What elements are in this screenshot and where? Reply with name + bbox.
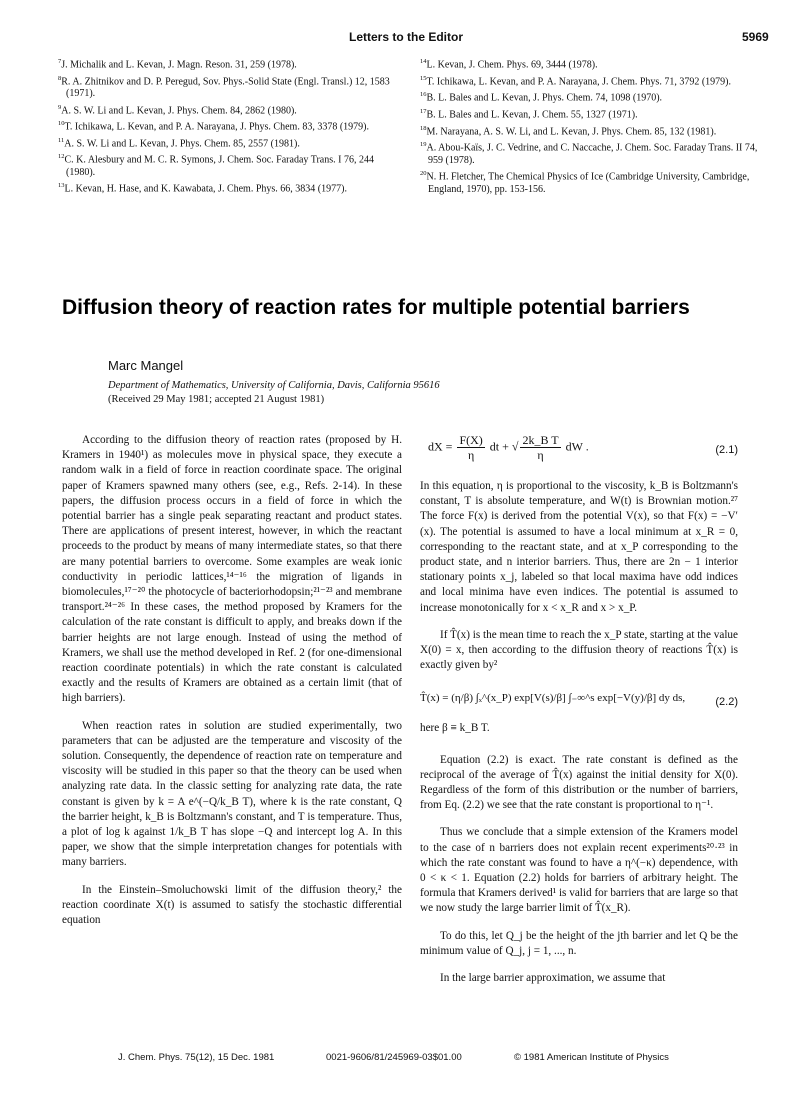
footer-copyright: © 1981 American Institute of Physics <box>514 1052 669 1063</box>
body-paragraph: In the large barrier approximation, we assume that <box>440 972 666 985</box>
reference-item: $^7$J. Michalik and L. Kevan, J. Magn. Reson. 31, 259 (1978). <box>58 58 297 71</box>
reference-list-right <box>420 56 760 197</box>
footer-article-code: 0021-9606/81/245969-03$01.00 <box>326 1052 462 1063</box>
reference-item: $^{20}$N. H. Fletcher, The Chemical Physics of Ice (Cambridge University, Cambridge, England, 1970), pp. 153-156. <box>420 170 750 195</box>
reference-item: $^{17}$B. L. Bales and L. Kevan, J. Chem. 55, 1327 (1971). <box>420 107 638 121</box>
body-column-left <box>62 433 402 940</box>
reference-item: $^{18}$M. Narayana, A. S. W. Li, and L. Kevan, J. Phys. Chem. 85, 132 (1981). <box>420 124 717 137</box>
reference-list-left <box>58 56 398 197</box>
body-paragraph: Thus we conclude that a simple extension of the Kramers model to the case of n barriers does not explain recent experiments²⁰·²³ in which the rate constant was found to have a η^(−κ) dependence, with 0 < κ < 1. Equation (2.2) holds for barriers of arbitrary height. The formula that Kramers derived¹ is valid for barriers that are large so that we now study the large barrier limit of T̂(x_R). <box>420 826 738 915</box>
article-title: Diffusion theory of reaction rates for multiple potential barriers <box>62 296 690 319</box>
reference-item: $^{10}$T. Ichikawa, L. Kevan, and P. A. Narayana, J. Phys. Chem. 83, 3378 (1979). <box>58 120 369 133</box>
received-dates: (Received 29 May 1981; accepted 21 August 1981) <box>108 394 325 405</box>
body-paragraph: In this equation, η is proportional to the viscosity, k_B is Boltzmann's constant, T is absolute temperature, and W(t) is Brownian motion.²⁷ The force F(x) is derived from the potential V(x), so that F(x) = −V′(x). The potential is assumed to have a local minimum at x_R = 0, corresponding to the reactant state, and at x_P corresponding to the product state, and n interior barriers. Thus, there are 2n − 1 interior stationary points x_j, labeled so that local maxima have odd indices and local minima have even indices. The potential is assumed to increase monotonically for x < x_R and x > x_P. <box>420 480 738 614</box>
body-paragraph: In the Einstein–Smoluchowski limit of the diffusion theory,² the reaction coordinate X(t) is assumed to satisfy the stochastic differential equation <box>62 883 402 927</box>
reference-item: $^{13}$L. Kevan, H. Hase, and K. Kawabata, J. Chem. Phys. 66, 3834 (1977). <box>58 182 347 195</box>
body-paragraph: here β ≡ k_B T. <box>420 722 490 735</box>
reference-item: $^{16}$B. L. Bales and L. Kevan, J. Phys. Chem. 74, 1098 (1970). <box>420 91 663 104</box>
reference-item: $^{11}$A. S. W. Li and L. Kevan, J. Phys. Chem. 85, 2557 (1981). <box>58 136 300 150</box>
body-paragraph: According to the diffusion theory of reaction rates (proposed by H. Kramers in 1940¹) as molecules move in physical space, they execute a random walk in a field of force in reaction coordinate space. The original paper of Kramers spawned many others (see, e.g., Refs. 2-14). In these papers, the diffusion process occurs in a field of force in which the potential barrier has a single peak separating reactant and product states. There are applications of present interest, however, in which the reactant proceeds to the product by means of many intermediate states, so that there are many potential barriers to overcome. Some examples are weak ionic conductivity in periodic lattices,¹⁴⁻¹⁶ the migration of ligands in biomolecules,¹⁷⁻²⁰ the photocycle of bacteriorhodopsin;²¹⁻²³ and membrane transport.²⁴⁻²⁶ In these cases, the method proposed by Kramers for the calculation of the rate constant is difficult to apply, and breaks down if the barrier heights are not large enough. Instead of using the method of Kramers, we shall use the method developed in Ref. 2 (for one-dimensional reaction coordinate potentials) in which the rate constant is calculated exactly and the results of Kramers are obtained as a certain limit (that of high barriers). <box>62 434 402 705</box>
footer-journal-citation: J. Chem. Phys. 75(12), 15 Dec. 1981 <box>118 1052 275 1063</box>
author-name: Marc Mangel <box>108 358 184 373</box>
body-paragraph: Equation (2.2) is exact. The rate constant is defined as the reciprocal of the average of T̂(x) against the initial density for X(0). Regardless of the form of this distribution or the number of barriers, from Eq. (2.2) we see that the rate constant is proportional to η⁻¹. <box>420 753 738 812</box>
reference-item: $^{12}$C. K. Alesbury and M. C. R. Symons, J. Chem. Soc. Faraday Trans. I 76, 244 (1980). <box>58 153 374 179</box>
body-column-right <box>420 433 738 998</box>
equation-2-2: T̂(x) = (η/β) ∫ₓ^(x_P) exp[V(s)/β] ∫₋∞^s exp[−V(y)/β] dy ds, (2.2) <box>420 685 738 715</box>
page-number: 5969 <box>742 30 769 44</box>
running-head: Letters to the Editor <box>348 30 463 44</box>
equation-number: (2.1) <box>715 444 738 456</box>
equation-number: (2.2) <box>715 696 738 709</box>
author-affiliation: Department of Mathematics, University of California, Davis, California 95616 <box>108 380 440 391</box>
body-paragraph: When reaction rates in solution are studied experimentally, two parameters that can be adjusted are the temperature and viscosity of the solution. Consequently, the dependence of reaction rate on temperature and viscosity will be studied in this paper so that the theory can be used when analyzing rate data. In the classic setting for analyzing rate data, the rate constant is given by k = A e^(−Q/k_B T), where k is the rate constant, Q the barrier height, k_B is Boltzmann's constant, and T is temperature. Thus, a plot of log k against 1/k_B T has slope −Q and intercept log A. In this paper, we show that the simple interpretation changes for potentials with many barriers. <box>62 719 402 869</box>
body-paragraph: To do this, let Q_j be the height of the jth barrier and let Q be the minimum value of Q_j, j = 1, ..., n. <box>420 929 738 957</box>
reference-item: $^{15}$T. Ichikawa, L. Kevan, and P. A. Narayana, J. Chem. Phys. 71, 3792 (1979). <box>420 74 731 87</box>
body-paragraph: If T̂(x) is the mean time to reach the x_P state, starting at the value X(0) = x, then according to the diffusion theory of reactions T̂(x) is exactly given by² <box>420 628 738 672</box>
reference-item: $^9$A. S. W. Li and L. Kevan, J. Phys. Chem. 84, 2862 (1980). <box>58 103 297 116</box>
reference-item: $^{19}$A. Abou-Kaïs, J. C. Vedrine, and C. Naccache, J. Chem. Soc. Faraday Trans. II 74, 959 (1978). <box>420 141 758 166</box>
reference-item: $^8$R. A. Zhitnikov and D. P. Peregud, Sov. Phys.-Solid State (Engl. Transl.) 12, 1583 (1971). <box>58 74 390 100</box>
equation-2-1: dX = $\frac{F(X)}{\eta}$ dt + √ $\frac{\text{2k\_B T}}{\eta}$ dW . (2.1) <box>428 433 738 462</box>
reference-item: $^{14}$L. Kevan, J. Chem. Phys. 69, 3444 (1978). <box>420 58 598 71</box>
